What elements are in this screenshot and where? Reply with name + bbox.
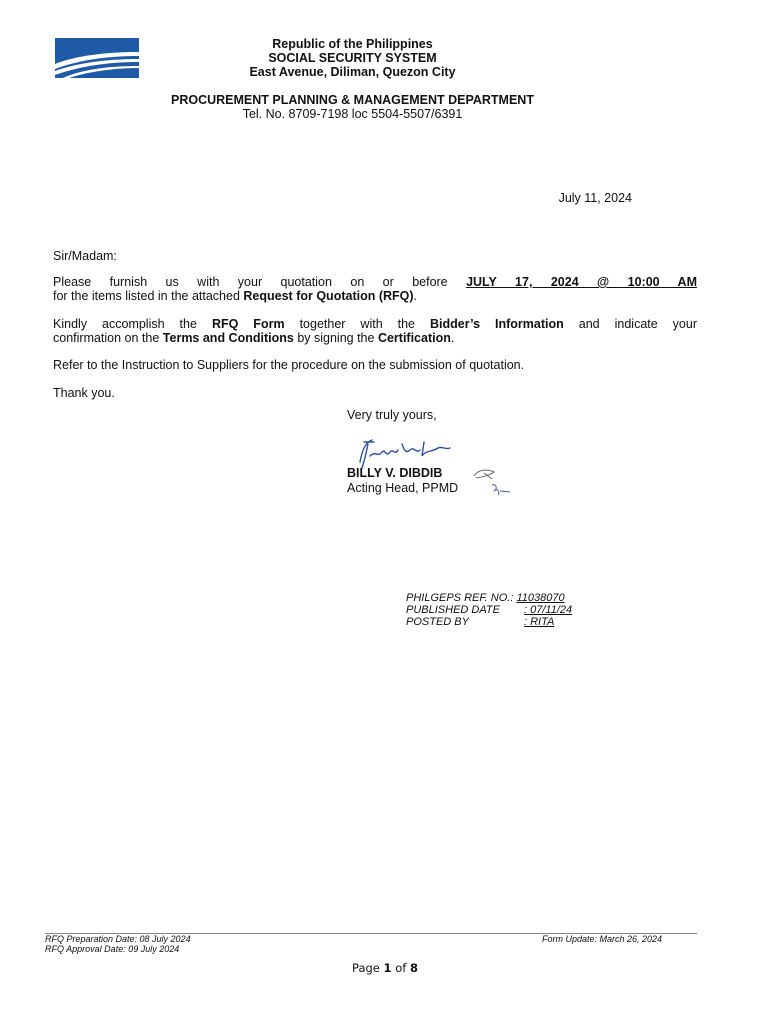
closing: Very truly yours, (347, 408, 437, 422)
salutation: Sir/Madam: (53, 249, 117, 263)
header-line3: East Avenue, Diliman, Quezon City (249, 65, 456, 79)
page-number: Page 1 of 8 (352, 961, 418, 975)
thanks: Thank you. (53, 386, 115, 400)
header-line2: SOCIAL SECURITY SYSTEM (268, 51, 437, 65)
initials-mark (470, 467, 498, 481)
ref-philgeps: PHILGEPS REF. NO.: 11038070 (406, 592, 565, 604)
signature (352, 436, 452, 470)
footer-prep-date: RFQ Preparation Date: 08 July 2024 (45, 934, 191, 944)
ref-posted-by: POSTED BY : RITA (406, 616, 555, 628)
para3: Refer to the Instruction to Suppliers for the procedure on the submission of quotation. (53, 358, 525, 372)
para2-line1: Kindly accomplish the RFQ Form together with the Bidder’s Information and indicate your (53, 317, 697, 331)
signatory-title: Acting Head, PPMD (347, 481, 459, 495)
letter-date: July 11, 2024 (558, 191, 632, 205)
telephone: Tel. No. 8709-7198 loc 5504-5507/6391 (242, 107, 463, 121)
ref-published: PUBLISHED DATE : 07/11/24 (406, 604, 573, 616)
deadline: JULY 17, 2024 @ 10:00 AM (466, 275, 697, 289)
para1-line1: Please furnish us with your quotation on or before JULY 17, 2024 @ 10:00 AM (53, 275, 697, 289)
footer-form-update: Form Update: March 26, 2024 (542, 934, 663, 944)
signatory-name: BILLY V. DIBDIB (347, 466, 443, 480)
footer-approval-date: RFQ Approval Date: 09 July 2024 (45, 944, 180, 954)
para1-line2: for the items listed in the attached Request for Quotation (RFQ). (53, 289, 418, 303)
para2-line2: confirmation on the Terms and Conditions by signing the Certification. (53, 331, 455, 345)
initials-mark-2 (488, 481, 512, 497)
department-name: PROCUREMENT PLANNING & MANAGEMENT DEPARTMENT (171, 93, 534, 107)
header-line1: Republic of the Philippines (272, 37, 433, 51)
